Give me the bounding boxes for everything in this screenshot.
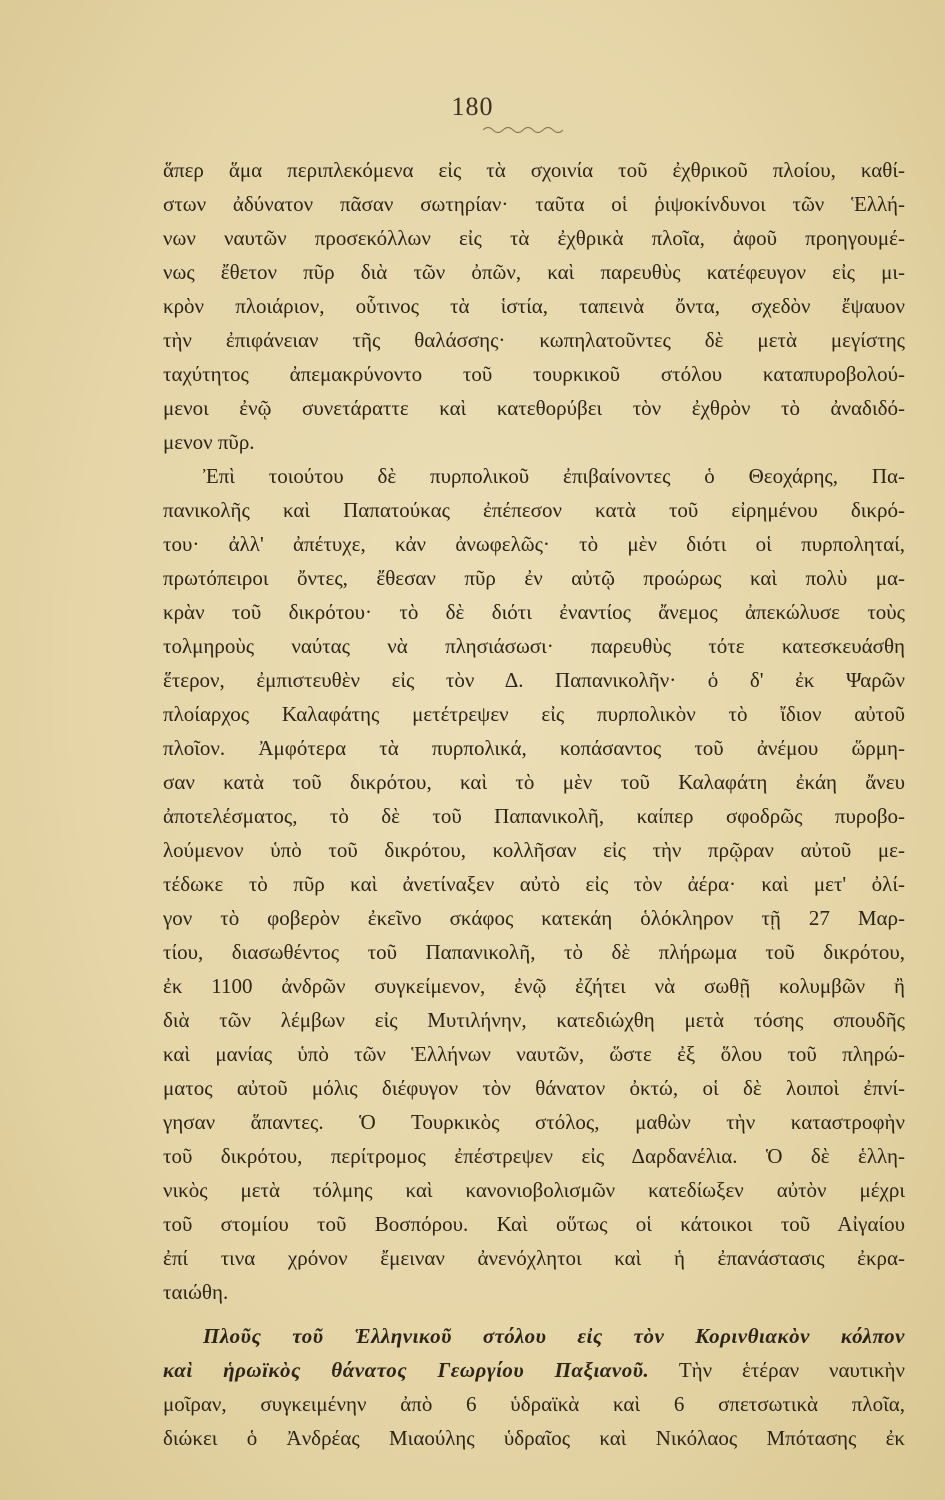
- text-line: του· ἀλλ' ἀπέτυχε, κἀν ἀνωφελῶς· τὸ μὲν διότι οἱ πυρποληταί,: [163, 532, 905, 556]
- heading-line-rest: Τὴν ἑτέραν ναυτικὴν: [678, 1358, 905, 1382]
- text-line: γον τὸ φοβερὸν ἐκεῖνο σκάφος κατεκάη ὁλόκληρον τῇ 27 Μαρ-: [163, 906, 905, 930]
- text-line: τέδωκε τὸ πῦρ καὶ ἀνετίναξεν αὐτὸ εἰς τὸν ἀέρα· καὶ μετ' ὀλί-: [163, 872, 905, 896]
- text-line: πανικολῆς καὶ Παπατούκας ἐπέπεσον κατὰ τοῦ εἰρημένου δικρό-: [163, 498, 905, 522]
- text-line: τὴν ἐπιφάνειαν τῆς θαλάσσης· κωπηλατοῦντες δὲ μετὰ μεγίστης: [163, 328, 905, 352]
- text-line: πρωτόπειροι ὄντες, ἔθεσαν πῦρ ἐν αὐτῷ προώρως καὶ πολὺ μα-: [163, 566, 905, 590]
- section-heading: Πλοῦς τοῦ Ἑλληνικοῦ στόλου εἰς τὸν Κορινθιακὸν κόλπον: [203, 1324, 905, 1348]
- wavy-ornament-icon: [483, 125, 563, 135]
- text-line: τίου, διασωθέντος τοῦ Παπανικολῆ, τὸ δὲ πλήρωμα τοῦ δικρότου,: [163, 940, 905, 964]
- text-line: γησαν ἅπαντες. Ὁ Τουρκικὸς στόλος, μαθὼν τὴν καταστροφὴν: [163, 1110, 905, 1134]
- text-line: ἅπερ ἅμα περιπλεκόμενα εἰς τὰ σχοινία τοῦ ἐχθρικοῦ πλοίου, καθί-: [163, 158, 905, 182]
- text-line: διώκει ὁ Ἀνδρέας Μιαούλης ὑδραῖος καὶ Νικόλαος Μπότασης ἐκ: [163, 1426, 905, 1450]
- section-heading-cont: καὶ ἡρωϊκὸς θάνατος Γεωργίου Παξιανοῦ.: [163, 1358, 650, 1382]
- text-line: τοῦ δικρότου, περίτρομος ἐπέστρεψεν εἰς Δαρδανέλια. Ὁ δὲ ἑλλη-: [163, 1144, 905, 1168]
- text-line: ἐπί τινα χρόνον ἔμειναν ἀνενόχλητοι καὶ ἡ ἐπανάστασις ἐκρα-: [163, 1246, 905, 1270]
- paragraph-3: [163, 1319, 905, 1455]
- text-line: νων ναυτῶν προσεκόλλων εἰς τὰ ἐχθρικὰ πλοῖα, ἀφοῦ προηγουμέ-: [163, 226, 905, 250]
- text-line: μοῖραν, συγκειμένην ἀπὸ 6 ὑδραϊκὰ καὶ 6 σπετσωτικὰ πλοῖα,: [163, 1392, 905, 1416]
- text-line: ἐκ 1100 ἀνδρῶν συγκείμενον, ἐνῷ ἐζήτει νὰ σωθῇ κολυμβῶν ἢ: [163, 974, 905, 998]
- body-text: [163, 153, 905, 1455]
- text-line: ταιώθη.: [163, 1280, 229, 1304]
- text-line: ματος αὐτοῦ μόλις διέφυγον τὸν θάνατον ὀκτώ, οἱ δὲ λοιποὶ ἐπνί-: [163, 1076, 905, 1100]
- text-line: τοῦ στομίου τοῦ Βοσπόρου. Καὶ οὕτως οἱ κάτοικοι τοῦ Αἰγαίου: [163, 1212, 905, 1236]
- text-line: πλοίαρχος Καλαφάτης μετέτρεψεν εἰς πυρπολικὸν τὸ ἴδιον αὐτοῦ: [163, 702, 905, 726]
- text-line: ἀποτελέσματος, τὸ δὲ τοῦ Παπανικολῆ, καίπερ σφοδρῶς πυροβο-: [163, 804, 905, 828]
- paragraph-1: [163, 153, 905, 459]
- text-line: νως ἔθετον πῦρ διὰ τῶν ὀπῶν, καὶ παρευθὺς κατέφευγον εἰς μι-: [163, 260, 905, 284]
- text-line: ἕτερον, ἐμπιστευθὲν εἰς τὸν Δ. Παπανικολῆν· ὁ δ' ἐκ Ψαρῶν: [163, 668, 905, 692]
- text-line: τολμηροὺς ναύτας νὰ πλησιάσωσι· παρευθὺς τότε κατεσκευάσθη: [163, 634, 905, 658]
- page-number: 180: [451, 92, 494, 121]
- text-line: μενον πῦρ.: [163, 430, 255, 454]
- text-line: λούμενον ὑπὸ τοῦ δικρότου, κολλῆσαν εἰς τὴν πρῷραν αὐτοῦ με-: [163, 838, 905, 862]
- text-line: διὰ τῶν λέμβων εἰς Μυτιλήνην, κατεδιώχθη μετὰ τόσης σπουδῆς: [163, 1008, 905, 1032]
- text-line: ταχύτητος ἀπεμακρύνοντο τοῦ τουρκικοῦ στόλου καταπυροβολού-: [163, 362, 905, 386]
- text-line: στων ἀδύνατον πᾶσαν σωτηρίαν· ταῦτα οἱ ῥιψοκίνδυνοι τῶν Ἑλλή-: [163, 192, 905, 216]
- text-line: σαν κατὰ τοῦ δικρότου, καὶ τὸ μὲν τοῦ Καλαφάτη ἐκάη ἄνευ: [163, 770, 905, 794]
- text-line: καὶ μανίας ὑπὸ τῶν Ἑλλήνων ναυτῶν, ὥστε ἐξ ὅλου τοῦ πληρώ-: [163, 1042, 905, 1066]
- text-line: κρὸν πλοιάριον, οὗτινος τὰ ἱστία, ταπεινὰ ὄντα, σχεδὸν ἔψαυον: [163, 294, 905, 318]
- text-line: πλοῖον. Ἀμφότερα τὰ πυρπολικά, κοπάσαντος τοῦ ἀνέμου ὥρμη-: [163, 736, 905, 760]
- text-line: μενοι ἐνῷ συνετάραττε καὶ κατεθορύβει τὸν ἐχθρὸν τὸ ἀναδιδό-: [163, 396, 905, 420]
- text-line: κρὰν τοῦ δικρότου· τὸ δὲ διότι ἐναντίος ἄνεμος ἀπεκώλυσε τοὺς: [163, 600, 905, 624]
- section-heading-line-2: [163, 1353, 905, 1387]
- text-line: Ἐπὶ τοιούτου δὲ πυρπολικοῦ ἐπιβαίνοντες ὁ Θεοχάρης, Πα-: [203, 464, 905, 488]
- paragraph-2: [163, 459, 905, 1309]
- section-heading-line-1: [163, 1319, 905, 1353]
- text-line: νικὸς μετὰ τόλμης καὶ κανονιοβολισμῶν κατεδίωξεν αὐτὸν μέχρι: [163, 1178, 905, 1202]
